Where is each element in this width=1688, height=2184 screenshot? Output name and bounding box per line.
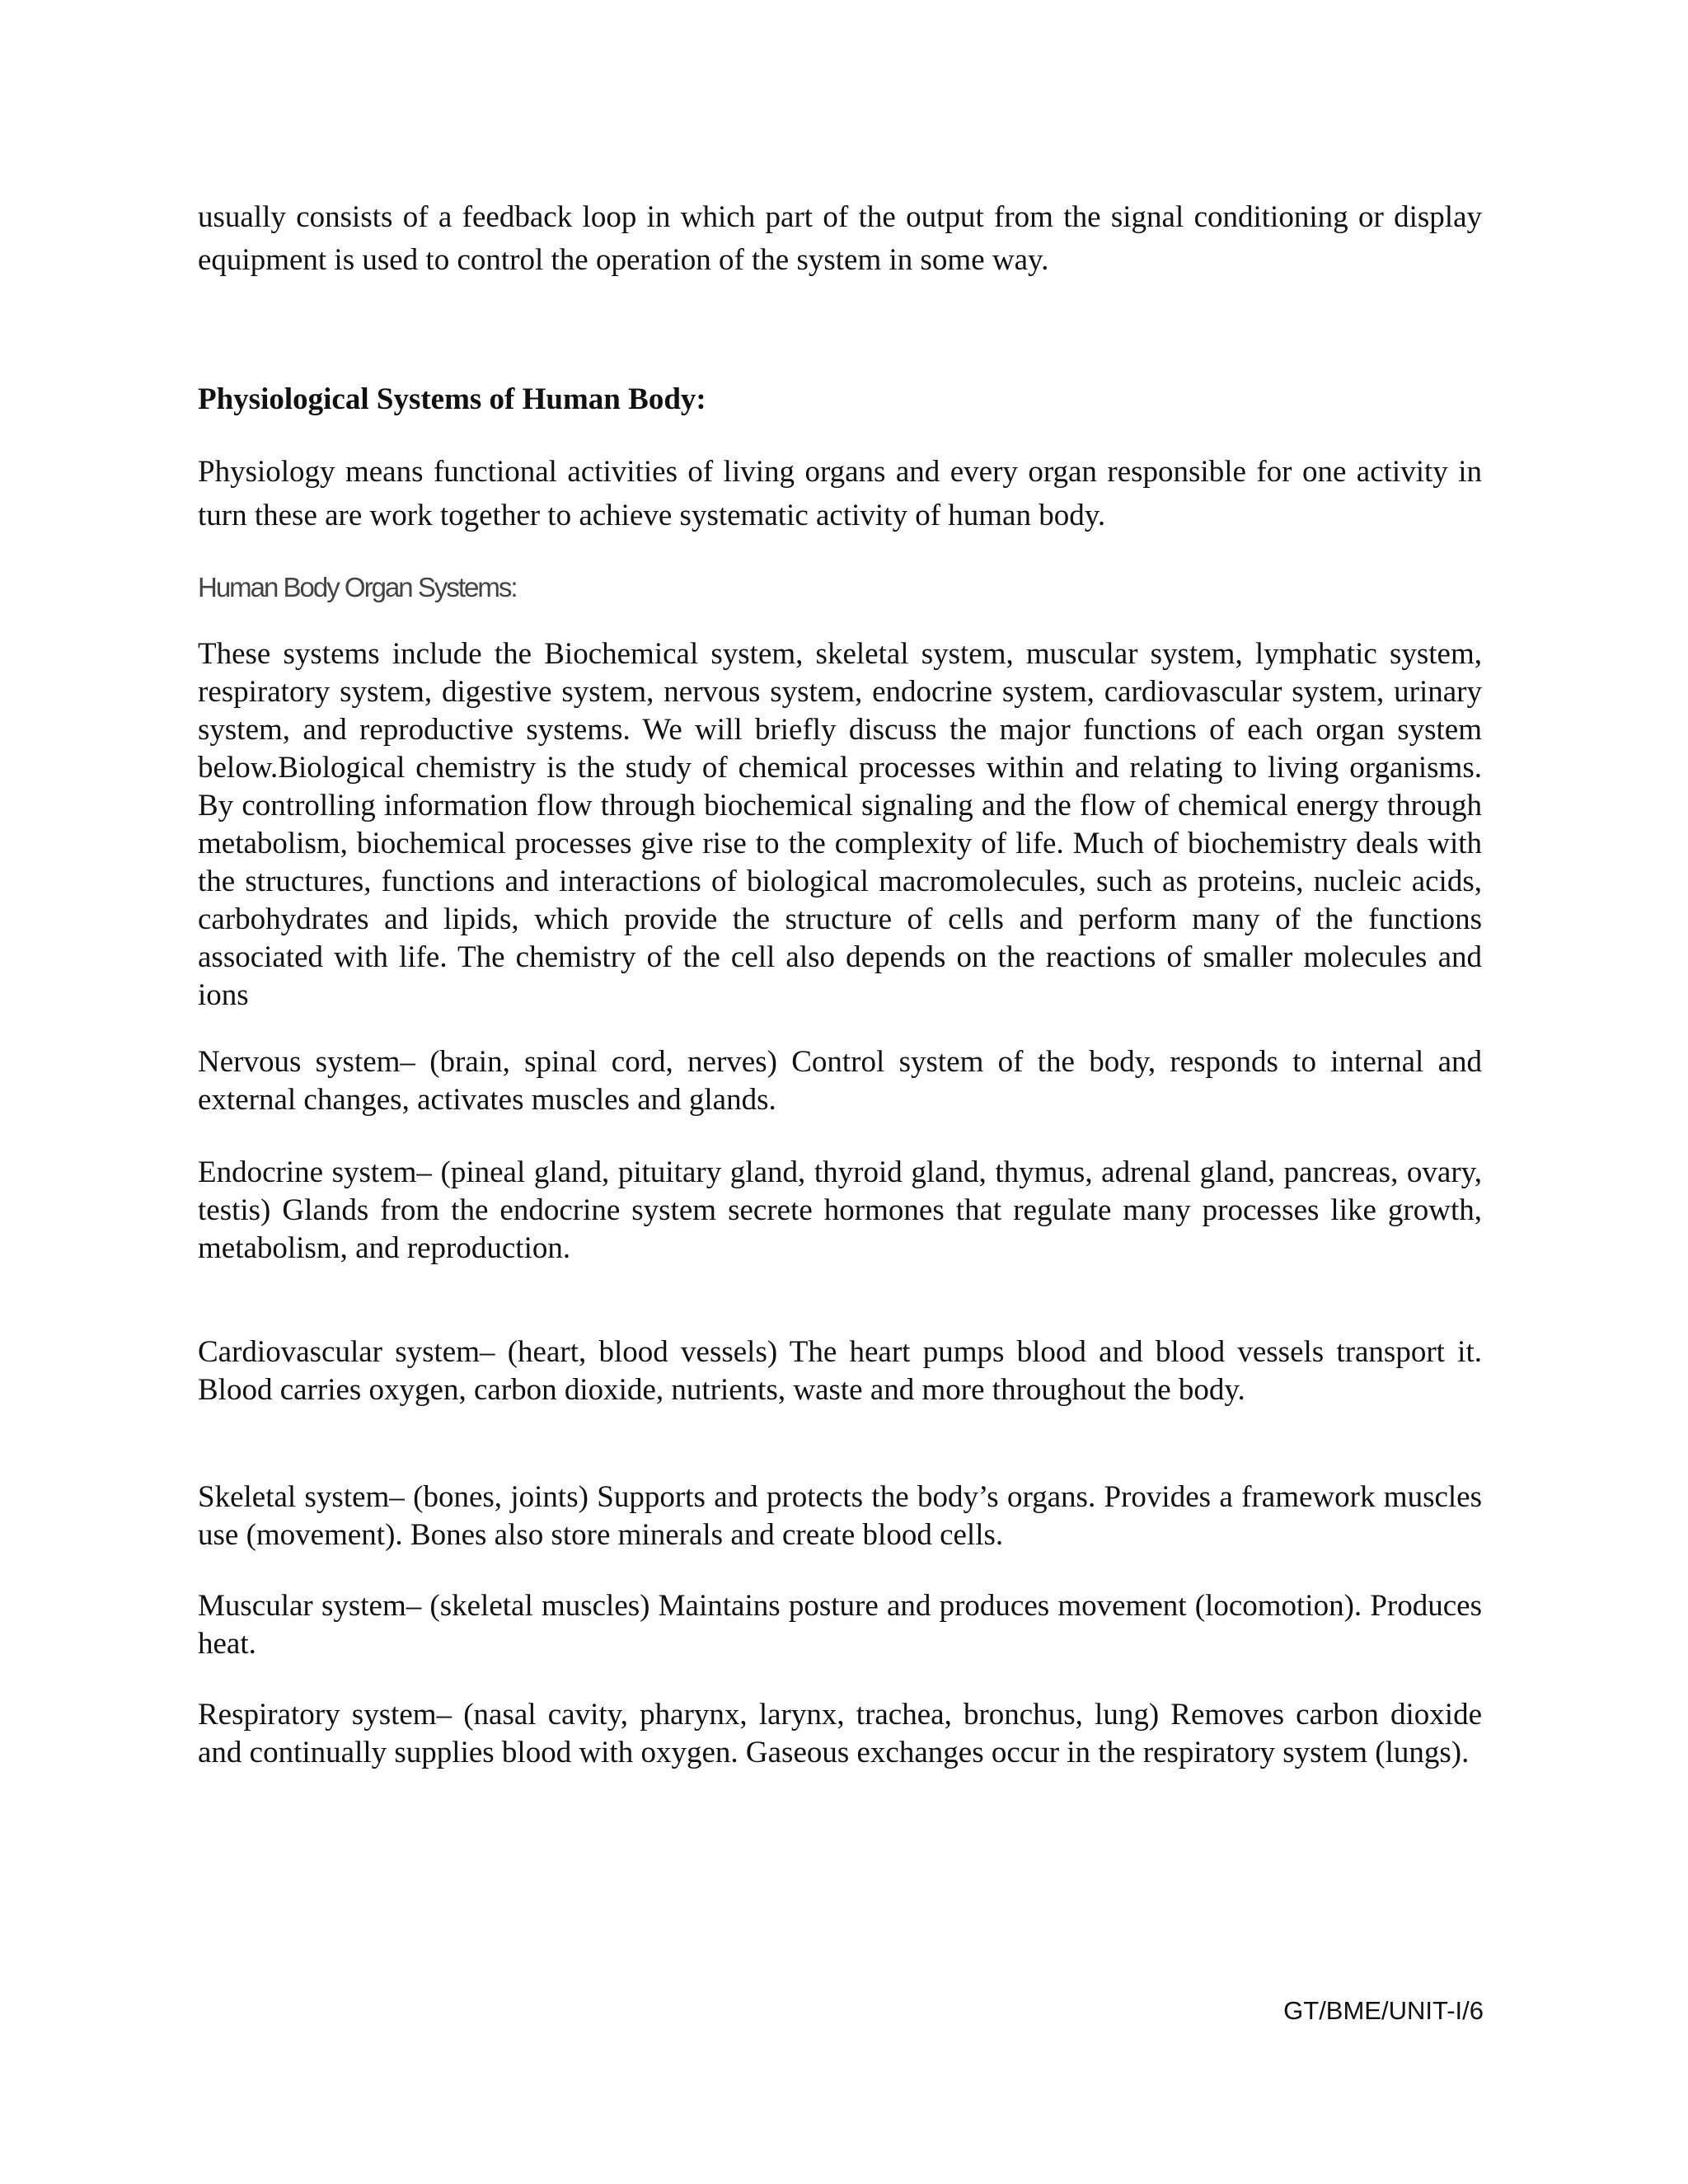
cardiovascular-system-paragraph: Cardiovascular system– (heart, blood vessels) The heart pumps blood and blood vessels transport it. Blood carries oxygen, carbon dioxide, nutrients, waste and more throughout the body. <box>198 1335 1482 1407</box>
intro-paragraph: usually consists of a feedback loop in which part of the output from the signal conditioning or display equipment is used to control the operation of the system in some way. <box>198 200 1482 277</box>
muscular-system-paragraph: Muscular system– (skeletal muscles) Maintains posture and produces movement (locomotion). Produces heat. <box>198 1589 1482 1661</box>
endocrine-system-paragraph: Endocrine system– (pineal gland, pituitary gland, thyroid gland, thymus, adrenal gland, pancreas, ovary, testis) Glands from the endocrine system secrete hormones that regulate many processes like growth, metabolism, and reproduction. <box>198 1155 1482 1265</box>
systems-paragraph: These systems include the Biochemical system, skeletal system, muscular system, lymphatic system, respiratory system, digestive system, nervous system, endocrine system, cardiovascular system, urinary system, and reproductive systems. We will briefly discuss the major functions of each organ system below.Biological chemistry is the study of chemical processes within and relating to living organisms. By controlling information flow through biochemical signaling and the flow of chemical energy through metabolism, biochemical processes give rise to the complexity of life. Much of biochemistry deals with the structures, functions and interactions of biological macromolecules, such as proteins, nucleic acids, carbohydrates and lipids, which provide the structure of cells and perform many of the functions associated with life. The chemistry of the cell also depends on the reactions of smaller molecules and ions <box>198 637 1482 1012</box>
skeletal-system-paragraph: Skeletal system– (bones, joints) Supports and protects the body’s organs. Provides a framework muscles use (movement). Bones also store minerals and create blood cells. <box>198 1480 1482 1552</box>
nervous-system-paragraph: Nervous system– (brain, spinal cord, nerves) Control system of the body, responds to internal and external changes, activates muscles and glands. <box>198 1045 1482 1117</box>
respiratory-system-paragraph: Respiratory system– (nasal cavity, pharynx, larynx, trachea, bronchus, lung) Removes carbon dioxide and continually supplies blood with oxygen. Gaseous exchanges occur in the respiratory system (lungs). <box>198 1698 1482 1769</box>
physiology-paragraph: Physiology means functional activities of living organs and every organ responsible for one activity in turn these are work together to achieve systematic activity of human body. <box>198 455 1482 532</box>
page-footer: GT/BME/UNIT-I/6 <box>1283 1996 1484 2025</box>
section-heading: Physiological Systems of Human Body: <box>198 382 706 416</box>
organ-systems-subheading: Human Body Organ Systems: <box>198 572 517 602</box>
